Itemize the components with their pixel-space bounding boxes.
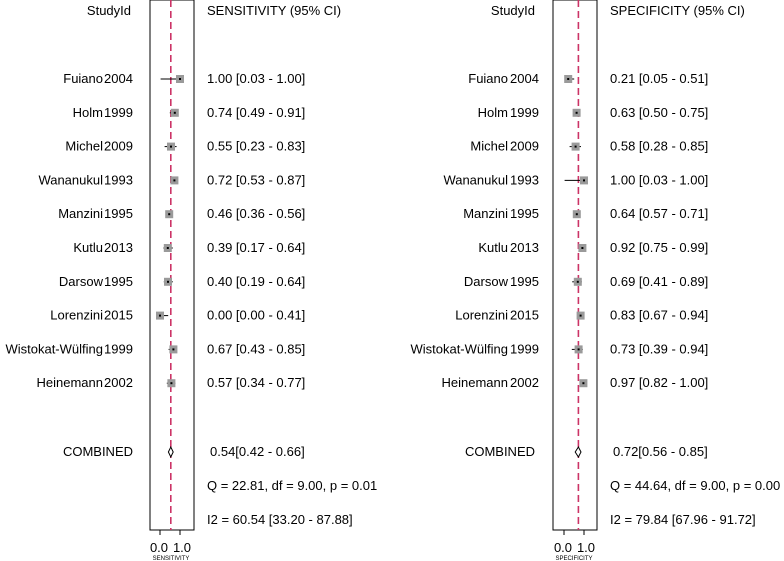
study-name: Wistokat-Wülfing: [5, 341, 103, 357]
study-name: Heinemann: [36, 375, 103, 391]
point-estimate-dot: [159, 315, 161, 317]
study-year: 2009: [104, 138, 133, 154]
study-name: Holm: [477, 104, 508, 120]
point-estimate-dot: [174, 112, 176, 114]
study-year: 1999: [104, 104, 133, 120]
specificity-ci-header: SPECIFICITY (95% CI): [610, 3, 745, 18]
point-estimate-dot: [173, 179, 175, 181]
study-id-header: StudyId: [490, 3, 535, 18]
study-year: 1999: [510, 341, 539, 357]
study-year: 2002: [510, 375, 539, 391]
study-year: 2013: [510, 240, 539, 255]
study-ci-label: 0.74 [0.49 - 0.91]: [207, 104, 306, 120]
study-name: Darsow: [58, 273, 103, 289]
tick-label-0: 0.0: [149, 540, 169, 555]
study-name: Heinemann: [441, 375, 508, 391]
tick-label-1: 1.0: [172, 540, 192, 555]
point-estimate-dot: [179, 78, 181, 80]
study-year: 1995: [510, 206, 539, 222]
study-ci-label: 0.57 [0.34 - 0.77]: [207, 375, 306, 391]
x-axis-label: SPECIFICITY: [555, 556, 593, 561]
point-estimate-dot: [578, 348, 580, 350]
study-ci-label: 0.97 [0.82 - 1.00]: [610, 375, 709, 391]
study-name: Fuiano: [468, 71, 508, 86]
point-estimate-dot: [170, 382, 172, 384]
study-year: 1993: [104, 172, 133, 188]
heterogeneity-i2-text: I2 = 60.54 [33.20 - 87.88]: [207, 512, 353, 527]
combined-label: COMBINED: [464, 444, 535, 459]
study-name: Michel: [65, 138, 103, 154]
study-year: 2013: [104, 240, 133, 255]
point-estimate-dot: [167, 247, 169, 249]
study-ci-label: 0.63 [0.50 - 0.75]: [610, 104, 709, 120]
study-ci-label: 1.00 [0.03 - 1.00]: [207, 71, 306, 86]
point-estimate-dot: [576, 213, 578, 215]
heterogeneity-q-text: Q = 44.64, df = 9.00, p = 0.00: [610, 478, 781, 493]
combined-label: COMBINED: [62, 444, 133, 459]
study-ci-label: 0.21 [0.05 - 0.51]: [610, 71, 709, 86]
study-ci-label: 0.40 [0.19 - 0.64]: [207, 273, 306, 289]
study-year: 1999: [104, 341, 133, 357]
point-estimate-dot: [168, 213, 170, 215]
study-name: Darsow: [463, 273, 508, 289]
study-ci-label: 0.39 [0.17 - 0.64]: [207, 240, 306, 255]
point-estimate-dot: [581, 247, 583, 249]
study-year: 2015: [104, 307, 133, 323]
study-name: Holm: [72, 104, 103, 120]
study-name: Fuiano: [63, 71, 103, 86]
study-year: 2009: [510, 138, 539, 154]
study-year: 2004: [104, 71, 133, 86]
study-ci-label: 0.58 [0.28 - 0.85]: [610, 138, 709, 154]
study-ci-label: 0.92 [0.75 - 0.99]: [610, 240, 709, 255]
study-ci-label: 0.67 [0.43 - 0.85]: [207, 341, 306, 357]
point-estimate-dot: [582, 382, 584, 384]
study-name: Michel: [470, 138, 508, 154]
study-name: Manzini: [58, 206, 103, 222]
study-ci-label: 0.83 [0.67 - 0.94]: [610, 307, 709, 323]
study-name: Wananukul: [38, 172, 103, 188]
x-axis-label: SENSITIVITY: [152, 556, 190, 561]
study-ci-label: 0.46 [0.36 - 0.56]: [207, 206, 306, 222]
heterogeneity-q-text: Q = 22.81, df = 9.00, p = 0.01: [207, 478, 378, 493]
point-estimate-dot: [170, 146, 172, 148]
combined-estimate-text: 0.72[0.56 - 0.85]: [613, 444, 708, 459]
point-estimate-dot: [577, 281, 579, 283]
study-ci-label: 0.64 [0.57 - 0.71]: [610, 206, 709, 222]
study-name: Manzini: [463, 206, 508, 222]
study-name: Lorenzini: [455, 307, 508, 323]
study-year: 2015: [510, 307, 539, 323]
study-year: 1995: [510, 273, 539, 289]
study-name: Wistokat-Wülfing: [410, 341, 508, 357]
study-name: Kutlu: [478, 240, 508, 255]
point-estimate-dot: [172, 348, 174, 350]
study-id-header: StudyId: [86, 3, 131, 18]
tick-label-0: 0.0: [553, 540, 573, 555]
study-year: 1995: [104, 206, 133, 222]
study-ci-label: 0.73 [0.39 - 0.94]: [610, 341, 709, 357]
point-estimate-dot: [583, 179, 585, 181]
point-estimate-dot: [167, 281, 169, 283]
point-estimate-dot: [576, 112, 578, 114]
study-year: 2004: [510, 71, 539, 86]
heterogeneity-i2-text: I2 = 79.84 [67.96 - 91.72]: [610, 512, 756, 527]
study-ci-label: 0.69 [0.41 - 0.89]: [610, 273, 709, 289]
study-year: 1993: [510, 172, 539, 188]
study-name: Lorenzini: [50, 307, 103, 323]
point-estimate-dot: [580, 315, 582, 317]
point-estimate-dot: [575, 146, 577, 148]
study-ci-label: 0.55 [0.23 - 0.83]: [207, 138, 306, 154]
study-year: 1995: [104, 273, 133, 289]
study-name: Wananukul: [443, 172, 508, 188]
study-name: Kutlu: [73, 240, 103, 255]
study-year: 2002: [104, 375, 133, 391]
tick-label-1: 1.0: [576, 540, 596, 555]
combined-estimate-text: 0.54[0.42 - 0.66]: [210, 444, 305, 459]
study-year: 1999: [510, 104, 539, 120]
study-ci-label: 0.72 [0.53 - 0.87]: [207, 172, 306, 188]
sensitivity-ci-header: SENSITIVITY (95% CI): [207, 3, 342, 18]
study-ci-label: 0.00 [0.00 - 0.41]: [207, 307, 306, 323]
point-estimate-dot: [567, 78, 569, 80]
study-ci-label: 1.00 [0.03 - 1.00]: [610, 172, 709, 188]
